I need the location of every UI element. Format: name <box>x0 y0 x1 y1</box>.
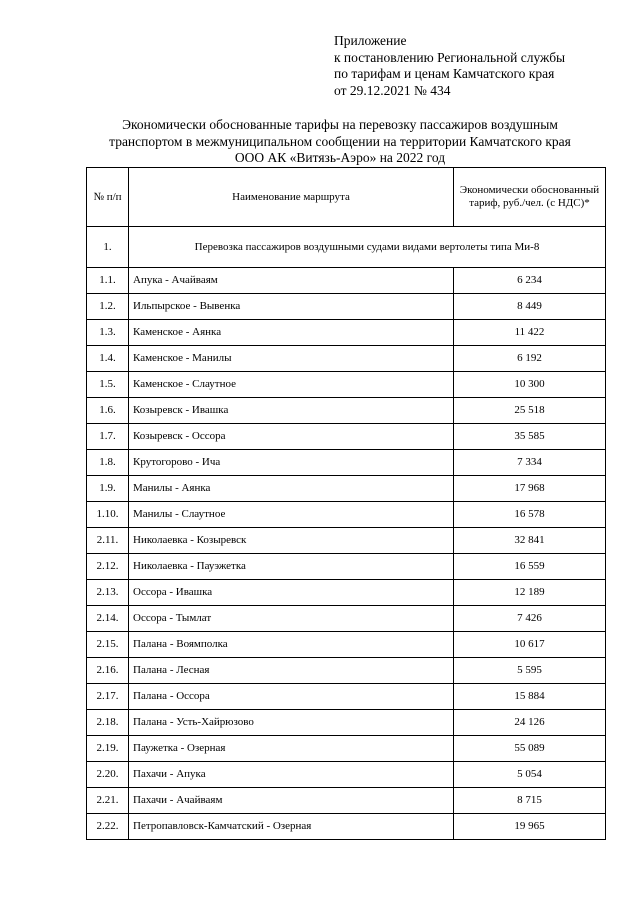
row-route: Палана - Воямполка <box>129 632 454 658</box>
table-row <box>87 580 606 606</box>
table-row <box>87 710 606 736</box>
tariff-table <box>86 167 606 840</box>
row-num: 1.5. <box>87 372 129 398</box>
table-row <box>87 528 606 554</box>
header-num: № п/п <box>87 168 129 227</box>
row-route: Оссора - Ивашка <box>129 580 454 606</box>
title-line: ООО АК «Витязь-Аэро» на 2022 год <box>234 150 446 165</box>
row-tariff: 19 965 <box>454 814 606 840</box>
row-tariff: 55 089 <box>454 736 606 762</box>
table-row <box>87 632 606 658</box>
section-row <box>87 227 606 268</box>
table-row <box>87 450 606 476</box>
row-tariff: 17 968 <box>454 476 606 502</box>
row-route: Палана - Оссора <box>129 684 454 710</box>
header-tariff: Экономически обоснованный тариф, руб./чел. (с НДС)* <box>454 168 606 227</box>
row-num: 1.6. <box>87 398 129 424</box>
row-route: Апука - Ачайваям <box>129 268 454 294</box>
table-row <box>87 294 606 320</box>
row-num: 2.18. <box>87 710 129 736</box>
row-route: Паужетка - Озерная <box>129 736 454 762</box>
row-tariff: 8 449 <box>454 294 606 320</box>
row-route: Оссора - Тымлат <box>129 606 454 632</box>
row-num: 2.15. <box>87 632 129 658</box>
appendix-line: к постановлению Региональной службы <box>334 49 566 65</box>
section-num: 1. <box>87 227 129 268</box>
row-tariff: 10 300 <box>454 372 606 398</box>
appendix-line: Приложение <box>334 33 407 48</box>
row-tariff: 25 518 <box>454 398 606 424</box>
appendix-line: от 29.12.2021 № 434 <box>334 82 451 98</box>
table-row <box>87 372 606 398</box>
table-row <box>87 606 606 632</box>
table-row <box>87 476 606 502</box>
row-num: 2.17. <box>87 684 129 710</box>
row-tariff: 35 585 <box>454 424 606 450</box>
row-num: 1.10. <box>87 502 129 528</box>
table-row <box>87 268 606 294</box>
row-num: 2.21. <box>87 788 129 814</box>
table-row <box>87 762 606 788</box>
row-route: Манилы - Аянка <box>129 476 454 502</box>
row-route: Козыревск - Оссора <box>129 424 454 450</box>
row-num: 1.1. <box>87 268 129 294</box>
row-num: 2.14. <box>87 606 129 632</box>
section-title: Перевозка пассажиров воздушными судами видами вертолеты типа Ми-8 <box>129 227 606 268</box>
row-route: Пахачи - Ачайваям <box>129 788 454 814</box>
row-num: 2.19. <box>87 736 129 762</box>
table-row <box>87 554 606 580</box>
row-route: Манилы - Слаутное <box>129 502 454 528</box>
row-tariff: 16 578 <box>454 502 606 528</box>
row-num: 1.2. <box>87 294 129 320</box>
row-tariff: 32 841 <box>454 528 606 554</box>
row-num: 1.8. <box>87 450 129 476</box>
row-tariff: 8 715 <box>454 788 606 814</box>
row-num: 2.12. <box>87 554 129 580</box>
row-route: Николаевка - Козыревск <box>129 528 454 554</box>
row-tariff: 12 189 <box>454 580 606 606</box>
title-line: Экономически обоснованные тарифы на перевозку пассажиров воздушным <box>122 117 558 132</box>
appendix-line: по тарифам и ценам Камчатского края <box>334 66 555 81</box>
table-row <box>87 502 606 528</box>
row-route: Каменское - Слаутное <box>129 372 454 398</box>
row-tariff: 6 234 <box>454 268 606 294</box>
row-tariff: 7 426 <box>454 606 606 632</box>
row-route: Петропавловск-Камчатский - Озерная <box>129 814 454 840</box>
row-tariff: 7 334 <box>454 450 606 476</box>
table-row <box>87 684 606 710</box>
row-tariff: 24 126 <box>454 710 606 736</box>
table-row <box>87 320 606 346</box>
row-num: 1.3. <box>87 320 129 346</box>
row-tariff: 5 054 <box>454 762 606 788</box>
row-tariff: 15 884 <box>454 684 606 710</box>
row-num: 1.7. <box>87 424 129 450</box>
row-route: Пахачи - Апука <box>129 762 454 788</box>
row-route: Козыревск - Ивашка <box>129 398 454 424</box>
row-tariff: 6 192 <box>454 346 606 372</box>
row-route: Николаевка - Пауэжетка <box>129 554 454 580</box>
table-row <box>87 736 606 762</box>
row-num: 2.16. <box>87 658 129 684</box>
row-num: 2.11. <box>87 528 129 554</box>
row-route: Палана - Усть-Хайрюзово <box>129 710 454 736</box>
table-row <box>87 346 606 372</box>
header-route: Наименование маршрута <box>129 168 454 227</box>
row-route: Крутогорово - Ича <box>129 450 454 476</box>
row-tariff: 5 595 <box>454 658 606 684</box>
appendix-block <box>334 33 565 99</box>
row-tariff: 16 559 <box>454 554 606 580</box>
table-header-row <box>87 168 606 227</box>
row-tariff: 11 422 <box>454 320 606 346</box>
table-row <box>87 814 606 840</box>
row-route: Ильпырское - Вывенка <box>129 294 454 320</box>
row-num: 2.20. <box>87 762 129 788</box>
table-row <box>87 658 606 684</box>
table-row <box>87 788 606 814</box>
row-tariff: 10 617 <box>454 632 606 658</box>
row-route: Палана - Лесная <box>129 658 454 684</box>
table-row <box>87 398 606 424</box>
table-row <box>87 424 606 450</box>
row-num: 2.22. <box>87 814 129 840</box>
table-body <box>87 227 606 840</box>
row-num: 1.4. <box>87 346 129 372</box>
row-num: 1.9. <box>87 476 129 502</box>
row-route: Каменское - Аянка <box>129 320 454 346</box>
row-route: Каменское - Манилы <box>129 346 454 372</box>
title-line: транспортом в межмуниципальном сообщении на территории Камчатского края <box>109 133 571 149</box>
row-num: 2.13. <box>87 580 129 606</box>
document-title <box>60 117 620 167</box>
